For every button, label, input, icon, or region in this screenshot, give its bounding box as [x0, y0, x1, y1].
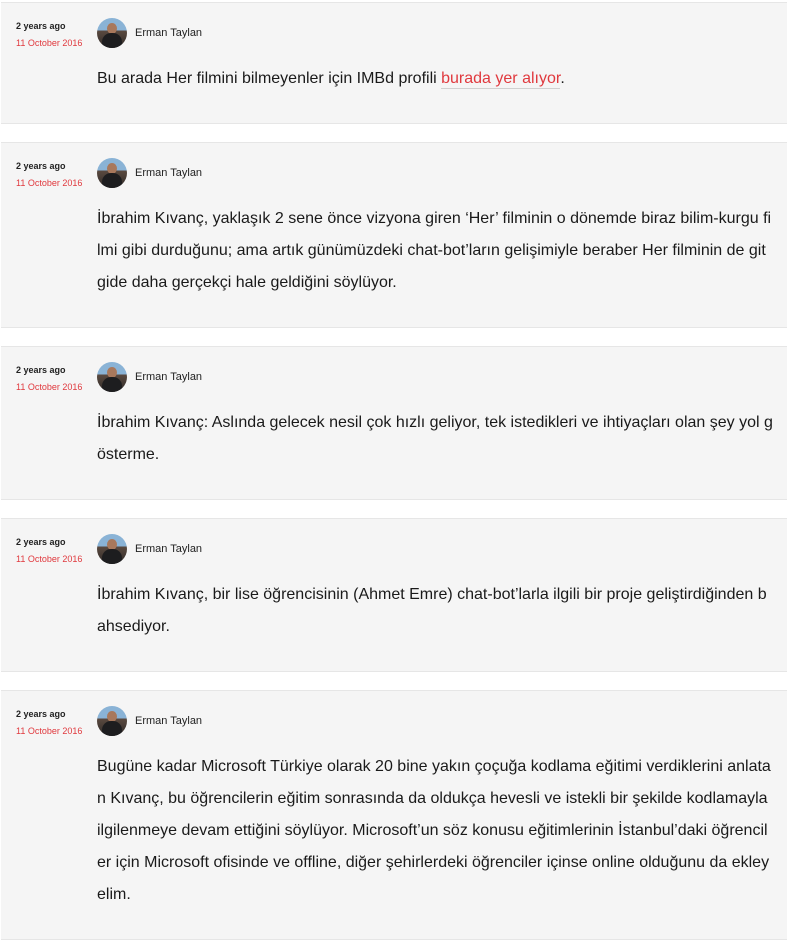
author-name: Erman Taylan — [135, 27, 203, 39]
entry-meta — [16, 20, 82, 49]
entry-author — [97, 706, 202, 736]
entry-date: 11 October 2016 — [16, 554, 83, 564]
time-ago: 2 years ago — [16, 161, 66, 171]
time-ago: 2 years ago — [16, 537, 66, 547]
entry-text — [97, 63, 773, 95]
time-ago: 2 years ago — [16, 709, 66, 719]
entry-date: 11 October 2016 — [16, 726, 83, 736]
entry-date: 11 October 2016 — [16, 38, 83, 48]
avatar — [97, 362, 127, 392]
entry-author — [97, 158, 202, 188]
live-entry — [1, 2, 787, 124]
entry-meta — [16, 708, 82, 737]
entry-author — [97, 534, 202, 564]
imdb-profile-link[interactable]: burada yer alıyor — [441, 70, 561, 87]
entry-text: Bugüne kadar Microsoft Türkiye olarak 20 bine yakın çoçuğa kodlama eğitimi verdiklerini anlatan Kıvanç, bu öğrencilerin eğitim sonrasında da oldukça hevesli ve istekli bir şekilde kodlamayla ilgilenmeye devam ettiğini söylüyor. Microsoft’un söz konusu eğitimlerinin İstanbul’daki öğrenciler için Microsoft ofisinde ve offline, diğer şehirlerdeki öğrenciler içinse online olduğunu da ekleyelim. — [97, 758, 771, 903]
live-entry — [1, 346, 787, 500]
avatar — [97, 158, 127, 188]
time-ago: 2 years ago — [16, 365, 66, 375]
entry-meta — [16, 160, 82, 189]
author-name: Erman Taylan — [135, 543, 203, 555]
entry-meta — [16, 536, 82, 565]
entry-meta — [16, 364, 82, 393]
time-ago: 2 years ago — [16, 21, 66, 31]
author-name: Erman Taylan — [135, 371, 203, 383]
entry-text: İbrahim Kıvanç, yaklaşık 2 sene önce vizyona giren ‘Her’ filminin o dönemde biraz bilim-kurgu filmi gibi durduğunu; ama artık günümüzdeki chat-bot’ların gelişimiyle beraber Her filminin de gitgide daha gerçekçi hale geldiğini söylüyor. — [97, 210, 772, 291]
avatar — [97, 534, 127, 564]
entry-text-after: . — [560, 70, 565, 87]
entry-text: İbrahim Kıvanç, bir lise öğrencisinin (Ahmet Emre) chat-bot’larla ilgili bir proje geliştirdiğinden bahsediyor. — [97, 586, 767, 635]
author-name: Erman Taylan — [135, 167, 203, 179]
live-entry — [1, 518, 787, 672]
entry-author — [97, 18, 202, 48]
avatar — [97, 706, 127, 736]
entry-date: 11 October 2016 — [16, 178, 83, 188]
live-entry — [1, 142, 787, 328]
live-entry — [1, 690, 787, 940]
entry-text: İbrahim Kıvanç: Aslında gelecek nesil çok hızlı geliyor, tek istedikleri ve ihtiyaçları olan şey yol gösterme. — [97, 414, 773, 463]
entry-author — [97, 362, 202, 392]
entry-text-before: Bu arada Her filmini bilmeyenler için IMBd profili — [97, 70, 442, 87]
entry-date: 11 October 2016 — [16, 382, 83, 392]
avatar — [97, 18, 127, 48]
author-name: Erman Taylan — [135, 715, 203, 727]
